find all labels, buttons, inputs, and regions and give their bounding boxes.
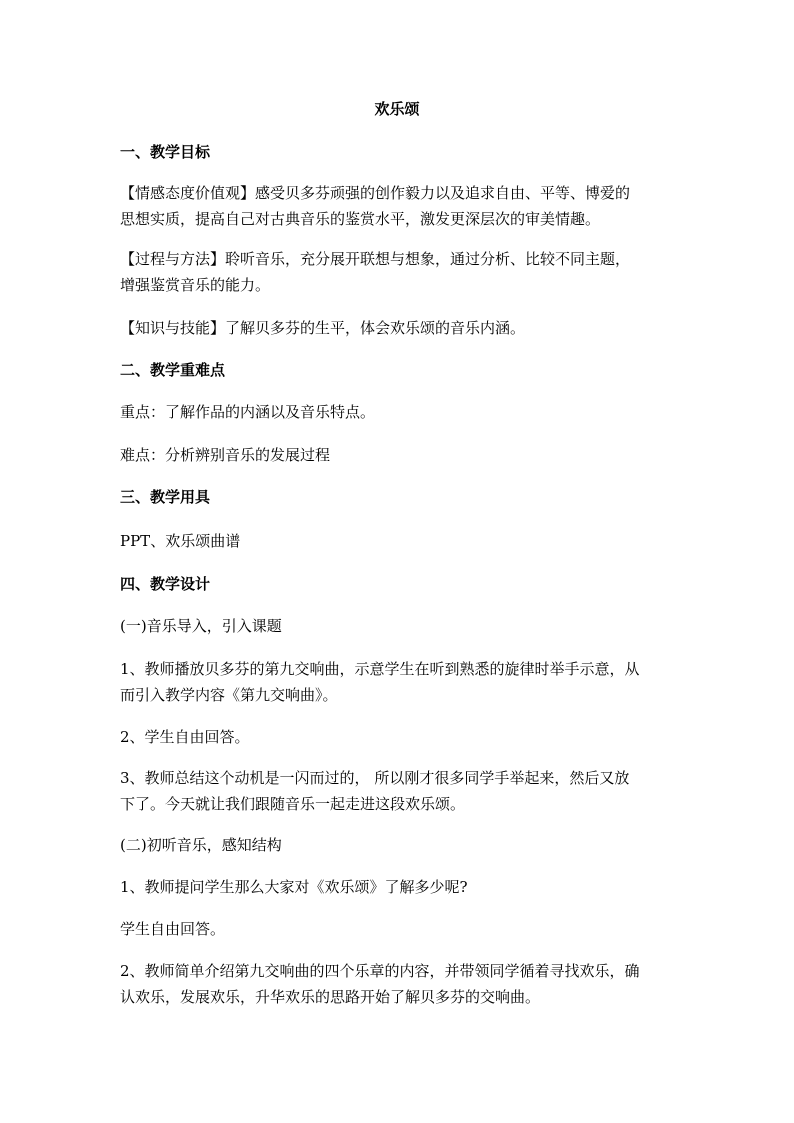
section-heading-objectives: 一、教学目标 bbox=[120, 143, 211, 161]
paragraph-line: 1、教师播放贝多芬的第九交响曲，示意学生在听到熟悉的旋律时举手示意，从 bbox=[120, 660, 640, 678]
list-item-teacher-question: 1、教师提问学生那么大家对《欢乐颂》了解多少呢? bbox=[120, 878, 468, 896]
section-heading-key-points: 二、教学重难点 bbox=[120, 361, 226, 379]
key-point-text: 重点：了解作品的内涵以及音乐特点。 bbox=[120, 403, 376, 421]
document-title: 欢乐颂 bbox=[374, 100, 420, 118]
paragraph-line: 思想实质，提高自己对古典音乐的鉴赏水平，激发更深层次的审美情趣。 bbox=[120, 210, 601, 228]
subheading-first-listening: (二)初听音乐，感知结构 bbox=[120, 836, 282, 854]
paragraph-line: 认欢乐，发展欢乐，升华欢乐的思路开始了解贝多芬的交响曲。 bbox=[120, 988, 541, 1006]
paragraph-emotion-values bbox=[120, 180, 680, 232]
list-item-symphony-intro bbox=[120, 958, 680, 1010]
paragraph-line: 3、教师总结这个动机是一闪而过的， 所以刚才很多同学手举起来，然后又放 bbox=[120, 769, 630, 787]
paragraph-line: 【过程与方法】聆听音乐，充分展开联想与想象，通过分析、比较不同主题， bbox=[120, 250, 631, 268]
list-item-teacher-summary bbox=[120, 765, 680, 817]
list-item-play-symphony bbox=[120, 656, 680, 708]
paragraph-line: 增强鉴赏音乐的能力。 bbox=[120, 276, 271, 294]
list-item-students-answer: 2、学生自由回答。 bbox=[120, 728, 250, 746]
paragraph-line: 2、教师简单介绍第九交响曲的四个乐章的内容，并带领同学循着寻找欢乐，确 bbox=[120, 962, 640, 980]
paragraph-process-method bbox=[120, 246, 680, 298]
paragraph-line: 而引入教学内容《第九交响曲》。 bbox=[120, 686, 338, 704]
section-heading-tools: 三、教学用具 bbox=[120, 488, 211, 506]
list-item-students-free-answer: 学生自由回答。 bbox=[120, 920, 226, 938]
paragraph-line: 下了。今天就让我们跟随音乐一起走进这段欢乐颂。 bbox=[120, 795, 466, 813]
difficulty-text: 难点：分析辨别音乐的发展过程 bbox=[120, 446, 331, 464]
paragraph-line: 【情感态度价值观】感受贝多芬顽强的创作毅力以及追求自由、平等、博爱的 bbox=[120, 184, 631, 202]
tools-text: PPT、欢乐颂曲谱 bbox=[120, 532, 241, 550]
section-heading-design: 四、教学设计 bbox=[120, 575, 211, 593]
paragraph-knowledge-skills: 【知识与技能】了解贝多芬的生平，体会欢乐颂的音乐内涵。 bbox=[120, 319, 526, 337]
subheading-music-intro: (一)音乐导入，引入课题 bbox=[120, 617, 282, 635]
